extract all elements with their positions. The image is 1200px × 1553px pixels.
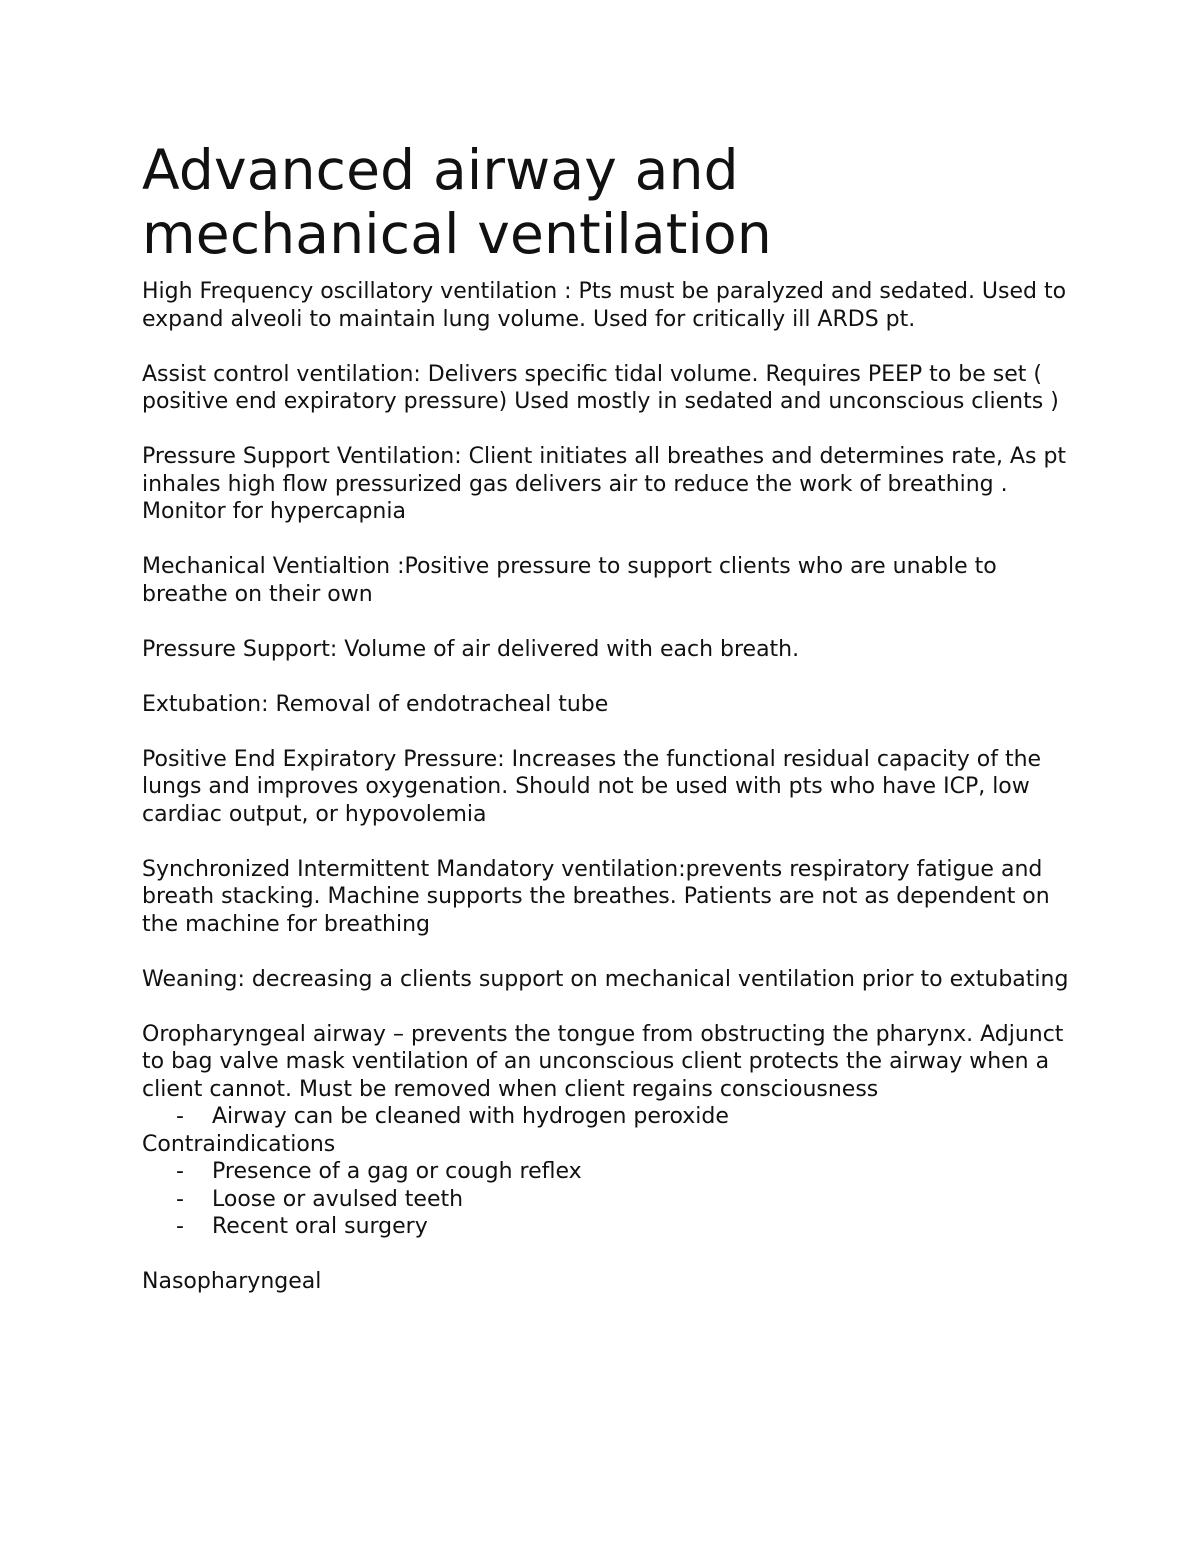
list-item <box>142 1158 1072 1186</box>
list-item <box>142 1213 1072 1241</box>
list-item <box>142 1186 1072 1214</box>
list-item-text: Recent oral surgery <box>212 1214 428 1239</box>
document-page <box>142 138 1072 1323</box>
paragraph-pressure-support-ventilation: Pressure Support Ventilation: Client initiates all breathes and determines rate, As pt inhales high flow pressurized gas delivers air to reduce the work of breathing . Monitor for hypercapnia <box>142 444 1067 524</box>
paragraph-pressure-support: Pressure Support: Volume of air delivered with each breath. <box>142 636 800 662</box>
contraindications-heading: Contraindications <box>142 1131 336 1157</box>
paragraph-weaning: Weaning: decreasing a clients support on mechanical ventilation prior to extubating <box>142 966 1069 992</box>
list-item <box>142 1103 1072 1131</box>
bullet-dash: - <box>176 1186 184 1212</box>
paragraph-simv: Synchronized Intermittent Mandatory ventilation:prevents respiratory fatigue and breath stacking. Machine supports the breathes. Patients are not as dependent on the machine for breathing <box>142 856 1050 937</box>
paragraph-hfov: High Frequency oscillatory ventilation : Pts must be paralyzed and sedated. Used to expand alveoli to maintain lung volume. Used for critically ill ARDS pt. <box>142 279 1067 332</box>
oropharyngeal-bullet-list <box>142 1103 1072 1131</box>
bullet-dash: - <box>176 1104 184 1129</box>
list-item-text: Airway can be cleaned with hydrogen peroxide <box>212 1104 729 1129</box>
bullet-dash: - <box>176 1159 184 1184</box>
nasopharyngeal-heading: Nasopharyngeal <box>142 1269 322 1294</box>
paragraph-oropharyngeal-airway: Oropharyngeal airway – prevents the tongue from obstructing the pharynx. Adjunct to bag valve mask ventilation of an unconscious client protects the airway when a client cannot. Must be removed when client regains consciousness <box>142 1021 1064 1102</box>
paragraph-extubation: Extubation: Removal of endotracheal tube <box>142 691 609 717</box>
bullet-dash: - <box>176 1214 184 1239</box>
list-item-text: Loose or avulsed teeth <box>212 1186 464 1212</box>
contraindications-list <box>142 1158 1072 1241</box>
paragraph-peep: Positive End Expiratory Pressure: Increases the functional residual capacity of the lungs and improves oxygenation. Should not be used with pts who have ICP, low cardiac output, or hypovolemia <box>142 746 1042 827</box>
document-title: Advanced airway and mechanical ventilation <box>142 138 772 266</box>
paragraph-mechanical-ventilation: Mechanical Ventialtion :Positive pressure to support clients who are unable to breathe on their own <box>142 554 997 607</box>
list-item-text: Presence of a gag or cough reflex <box>212 1159 582 1184</box>
paragraph-assist-control: Assist control ventilation: Delivers specific tidal volume. Requires PEEP to be set ( positive end expiratory pressure) Used mostly in sedated and unconscious clients ) <box>142 361 1059 414</box>
